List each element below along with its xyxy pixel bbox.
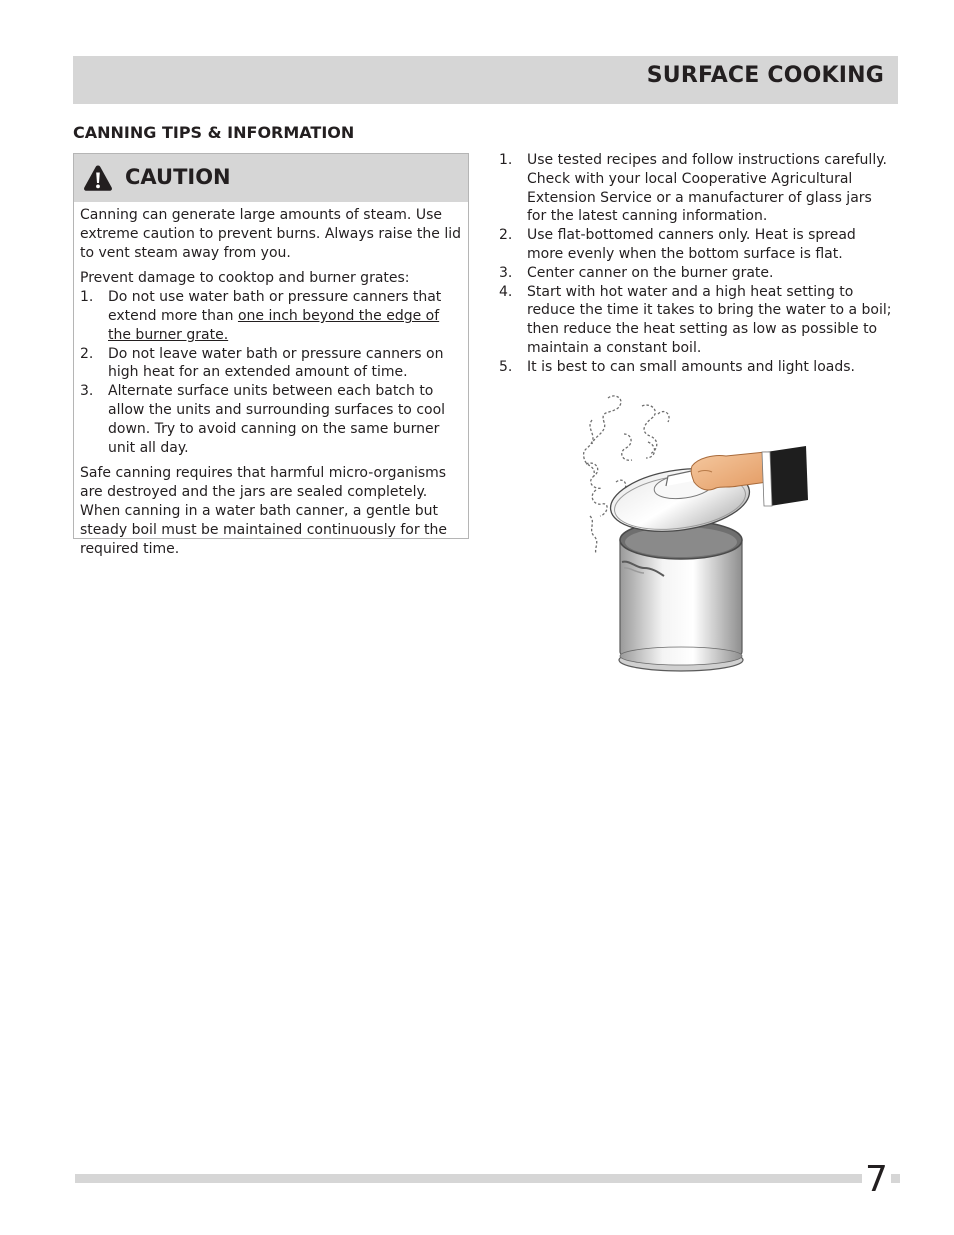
footer-bar (75, 1174, 900, 1183)
caution-list (80, 288, 463, 457)
list-text: Use tested recipes and follow instructions carefully. Check with your local Cooperative Agricultural Extension Service or a manufacturer of glass jars for the latest canning information. (527, 152, 887, 225)
list-item (80, 382, 463, 457)
canning-tips-list (499, 151, 894, 377)
list-item (80, 345, 463, 383)
warning-triangle-icon (83, 164, 113, 192)
list-number: 2. (499, 227, 513, 244)
list-text: Do not leave water bath or pressure canners on high heat for an extended amount of time. (108, 345, 444, 381)
section-heading: CANNING TIPS & INFORMATION (73, 123, 355, 142)
list-item (499, 151, 894, 226)
list-item (499, 283, 894, 358)
header-bar (73, 56, 898, 104)
list-number: 1. (80, 289, 94, 306)
caution-header (74, 154, 468, 202)
list-number: 4. (499, 283, 513, 300)
list-number: 3. (499, 264, 513, 281)
caution-intro: Canning can generate large amounts of steam. Use extreme caution to prevent burns. Always raise the lid to vent steam away from you. (80, 207, 462, 261)
caution-body (74, 202, 468, 558)
list-number: 1. (499, 152, 513, 168)
list-text-underlined: one inch beyond the edge of the burner grate. (108, 307, 440, 343)
list-item (499, 358, 894, 377)
page-number: 7 (862, 1158, 891, 1202)
caution-title: CAUTION (125, 165, 231, 189)
caution-box (73, 153, 469, 557)
list-text: It is best to can small amounts and light loads. (527, 358, 855, 375)
canner-illustration (580, 390, 815, 680)
caution-closing: Safe canning requires that harmful micro-organisms are destroyed and the jars are sealed completely. When canning in a water bath canner, a gentle but steady boil must be maintained continuously for the required time. (80, 465, 448, 557)
page-title: SURFACE COOKING (646, 63, 884, 88)
list-number: 3. (80, 383, 94, 400)
list-text: Center canner on the burner grate. (527, 264, 774, 281)
list-number: 2. (80, 345, 94, 362)
list-text: Alternate surface units between each batch to allow the units and surrounding surfaces to cool down. Try to avoid canning on the same burner unit all day. (108, 383, 446, 456)
list-number: 5. (499, 358, 513, 375)
list-text: Use flat-bottomed canners only. Heat is spread more evenly when the bottom surface is flat. (527, 227, 856, 262)
list-text: Do not use water bath or pressure canners that extend more than (108, 289, 442, 324)
list-item (80, 288, 463, 344)
list-item (499, 226, 894, 264)
list-item (499, 264, 894, 283)
caution-lead: Prevent damage to cooktop and burner grates: (80, 270, 410, 287)
list-text: Start with hot water and a high heat setting to reduce the time it takes to bring the water to a boil; then reduce the heat setting as low as possible to maintain a constant boil. (527, 283, 892, 356)
